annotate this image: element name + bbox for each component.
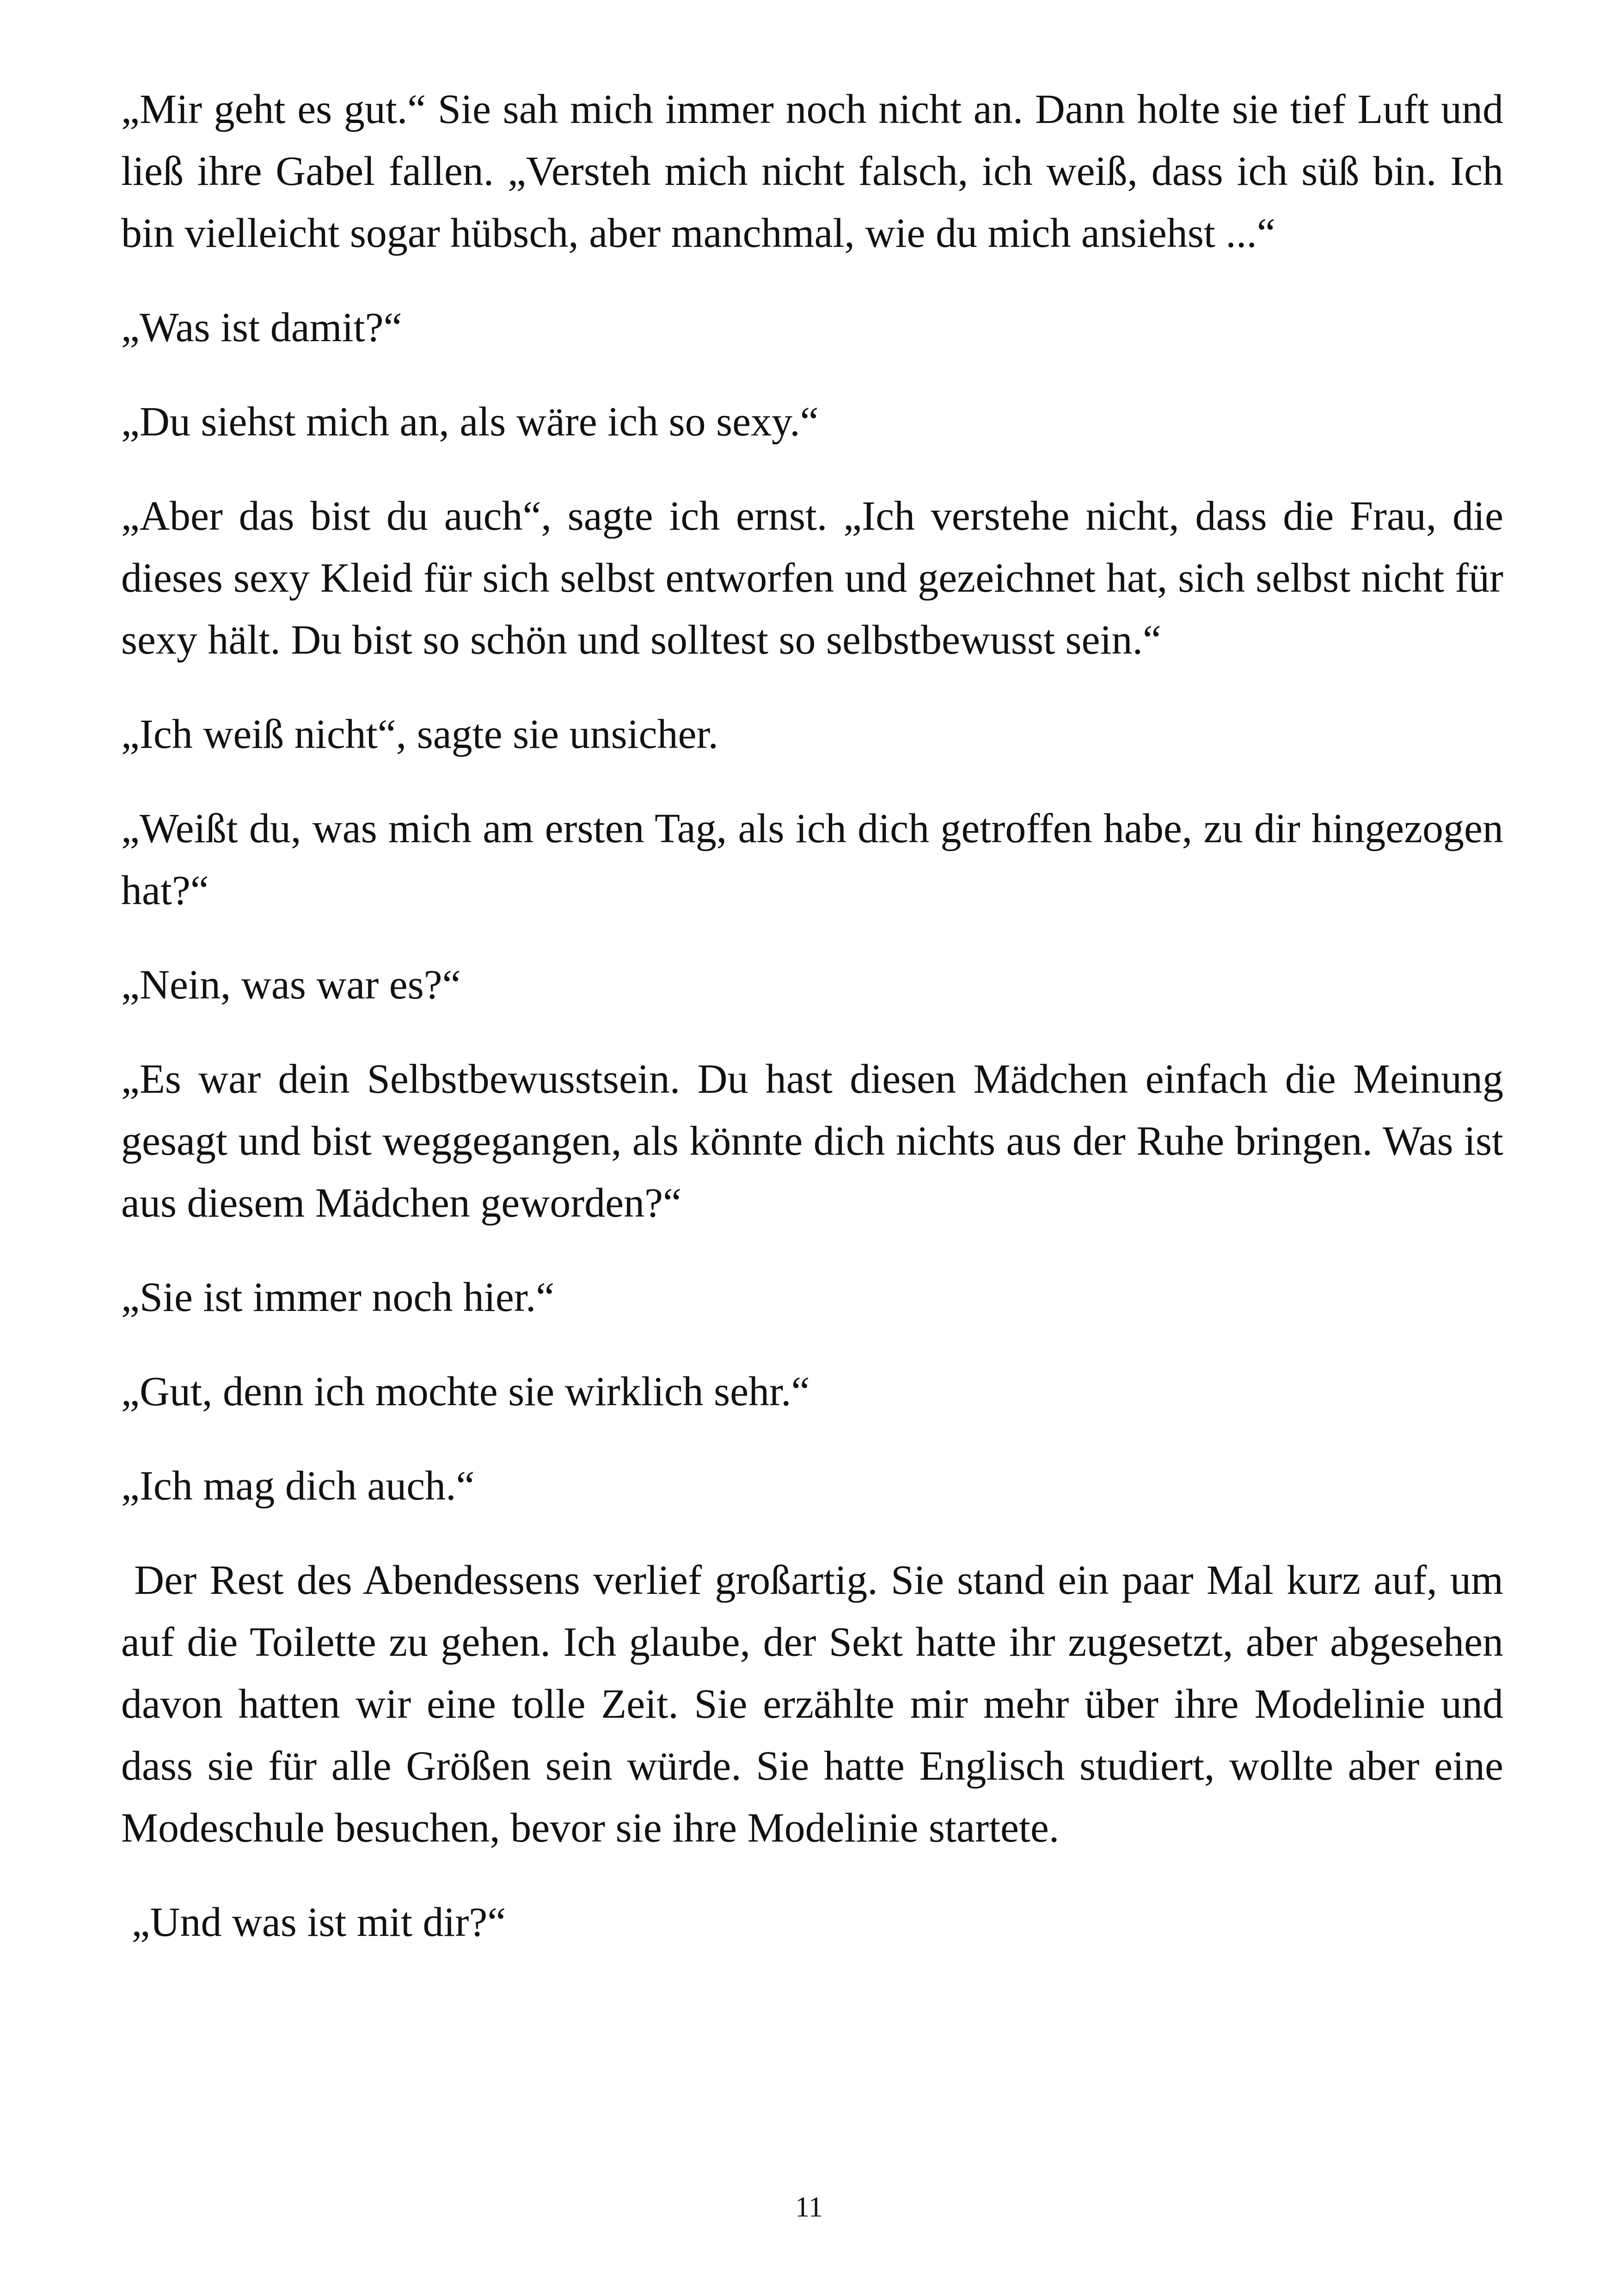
paragraph: „Ich mag dich auch.“ — [121, 1463, 475, 1509]
paragraph: „Du siehst mich an, als wäre ich so sexy.“ — [121, 399, 819, 445]
paragraph: „Nein, was war es?“ — [121, 962, 461, 1008]
body-text — [121, 79, 1514, 1986]
paragraph: „Und was ist mit dir?“ — [121, 1899, 506, 1945]
page-number: 11 — [795, 2192, 823, 2223]
paragraph: Der Rest des Abendessens verlief großartig. Sie stand ein paar Mal kurz auf, um auf die Toilette zu gehen. Ich glaube, der Sekt hatte ihr zugesetzt, aber abgesehen davon hatten wir eine tolle Zeit. Sie erzählte mir mehr über ihre Modelinie und dass sie für alle Größen sein würde. Sie hatte Englisch studiert, wollte aber eine Modeschule besuchen, bevor sie ihre Modelinie startete. — [121, 1557, 1514, 1851]
paragraph: „Weißt du, was mich am ersten Tag, als ich dich getroffen habe, zu dir hingezogen hat?“ — [121, 806, 1514, 913]
paragraph: „Sie ist immer noch hier.“ — [121, 1274, 555, 1320]
paragraph: „Ich weiß nicht“, sagte sie unsicher. — [121, 711, 719, 757]
paragraph: „Mir geht es gut.“ Sie sah mich immer noch nicht an. Dann holte sie tief Luft und ließ ihre Gabel fallen. „Versteh mich nicht falsch, ich weiß, dass ich süß bin. Ich bin vielleicht sogar hübsch, aber manchmal, wie du mich ansiehst ...“ — [121, 86, 1514, 256]
paragraph: „Was ist damit?“ — [121, 305, 402, 350]
paragraph: „Es war dein Selbstbewusstsein. Du hast diesen Mädchen einfach die Meinung gesagt und bist weggegangen, als könnte dich nichts aus der Ruhe bringen. Was ist aus diesem Mädchen geworden?“ — [121, 1056, 1514, 1226]
paragraph: „Aber das bist du auch“, sagte ich ernst. „Ich verstehe nicht, dass die Frau, die dieses sexy Kleid für sich selbst entworfen und gezeichnet hat, sich selbst nicht für sexy hält. Du bist so schön und solltest so selbstbewusst sein.“ — [121, 493, 1514, 663]
paragraph: „Gut, denn ich mochte sie wirklich sehr.“ — [121, 1369, 810, 1414]
